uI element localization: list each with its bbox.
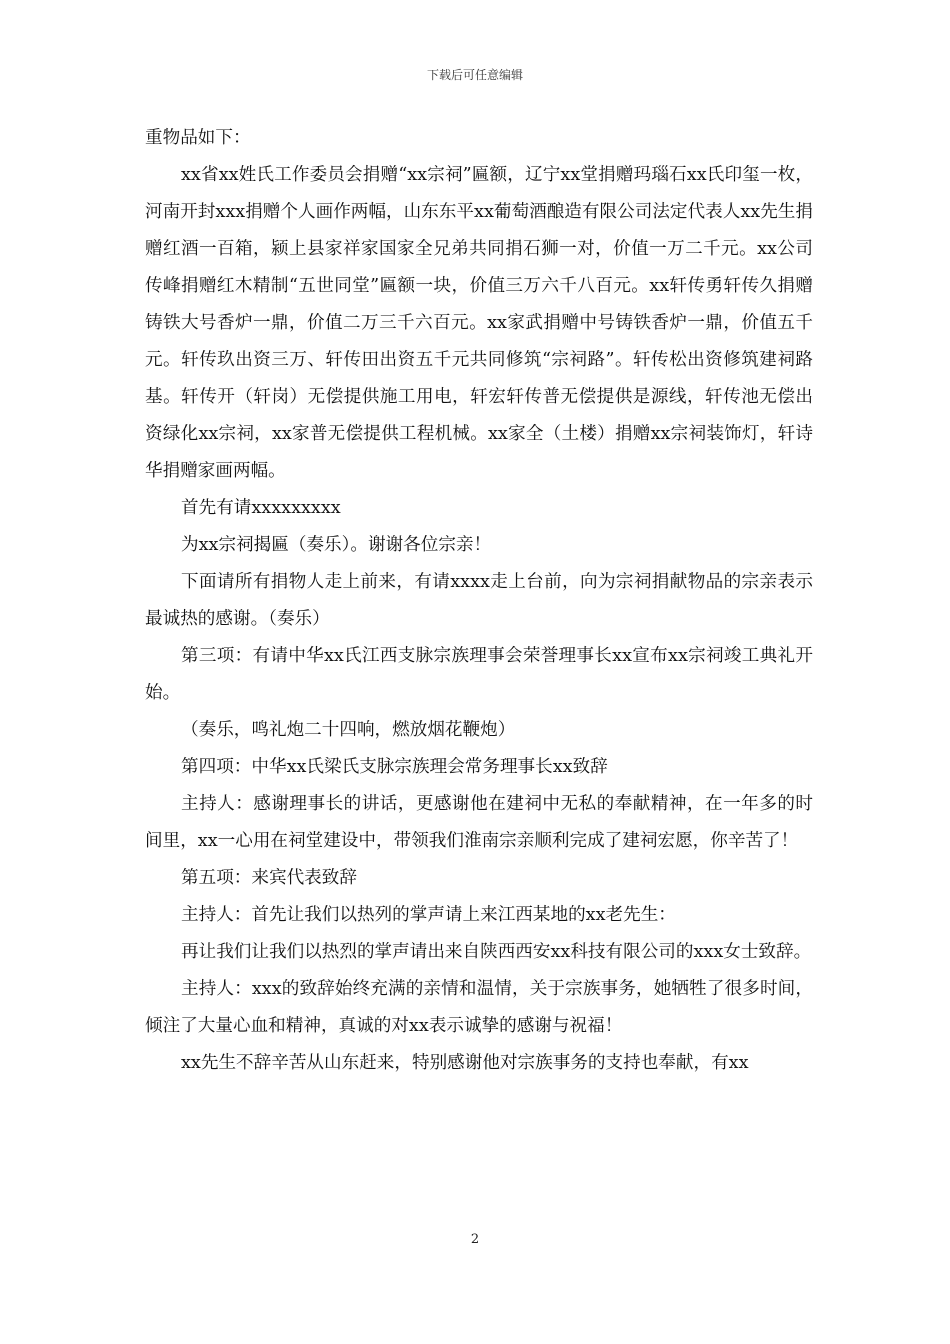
document-body [145, 120, 813, 1082]
paragraph: 首先有请xxxxxxxxx [181, 498, 341, 518]
paragraph: xx先生不辞辛苦从山东赶来，特别感谢他对宗族事务的支持也奉献，有xx [181, 1053, 749, 1073]
page-header: 下载后可任意编辑 [426, 68, 523, 82]
paragraph: 下面请所有捐物人走上前来，有请xxxx走上台前，向为宗祠捐献物品的宗亲表示最诚热的感谢。（奏乐） [145, 572, 813, 629]
paragraph: （奏乐，鸣礼炮二十四响，燃放烟花鞭炮） [181, 720, 516, 740]
paragraph: 主持人：首先让我们以热列的掌声请上来江西某地的xx老先生： [181, 905, 676, 925]
paragraph: 第三项：有请中华xx氏江西支脉宗族理事会荣誉理事长xx宣布xx宗祠竣工典礼开始。 [145, 646, 813, 703]
paragraph: 主持人：感谢理事长的讲话，更感谢他在建祠中无私的奉献精神，在一年多的时间里，xx一心用在祠堂建设中，带领我们淮南宗亲顺利完成了建祠宏愿，你辛苦了！ [145, 794, 813, 851]
paragraph: 主持人：xxx的致辞始终充满的亲情和温情，关于宗族事务，她牺牲了很多时间，倾注了大量心血和精神，真诚的对xx表示诚挚的感谢与祝福！ [145, 979, 813, 1036]
paragraph: 第五项：来宾代表致辞 [181, 868, 357, 888]
page-number: 2 [470, 1232, 480, 1247]
paragraph: 为xx宗祠揭匾（奏乐）。谢谢各位宗亲！ [181, 535, 492, 555]
paragraph: 重物品如下： [145, 128, 251, 148]
paragraph: xx省xx姓氏工作委员会捐赠“xx宗祠”匾额，辽宁xx堂捐赠玛瑙石xx氏印玺一枚，河南开封xxx捐赠个人画作两幅，山东东平xx葡萄酒酿造有限公司法定代表人xx先生捐赠红酒一百箱，颍上县家祥家国家全兄弟共同捐石狮一对，价值一万二千元。xx公司传峰捐赠红木精制“五世同堂”匾额一块，价值三万六千八百元。xx轩传勇轩传久捐赠铸铁大号香炉一鼎，价值二万三千六百元。xx家武捐赠中号铸铁香炉一鼎，价值五千元。轩传玖出资三万、轩传田出资五千元共同修筑“宗祠路”。轩传松出资修筑建祠路基。轩传开（轩岗）无偿提供施工用电，轩宏轩传普无偿提供是源线，轩传池无偿出资绿化xx宗祠，xx家普无偿提供工程机械。xx家全（土楼）捐赠xx宗祠装饰灯，轩诗华捐赠家画两幅。 [145, 165, 813, 481]
paragraph: 再让我们让我们以热烈的掌声请出来自陕西西安xx科技有限公司的xxx女士致辞。 [181, 942, 812, 962]
paragraph: 第四项：中华xx氏梁氏支脉宗族理会常务理事长xx致辞 [181, 757, 608, 777]
